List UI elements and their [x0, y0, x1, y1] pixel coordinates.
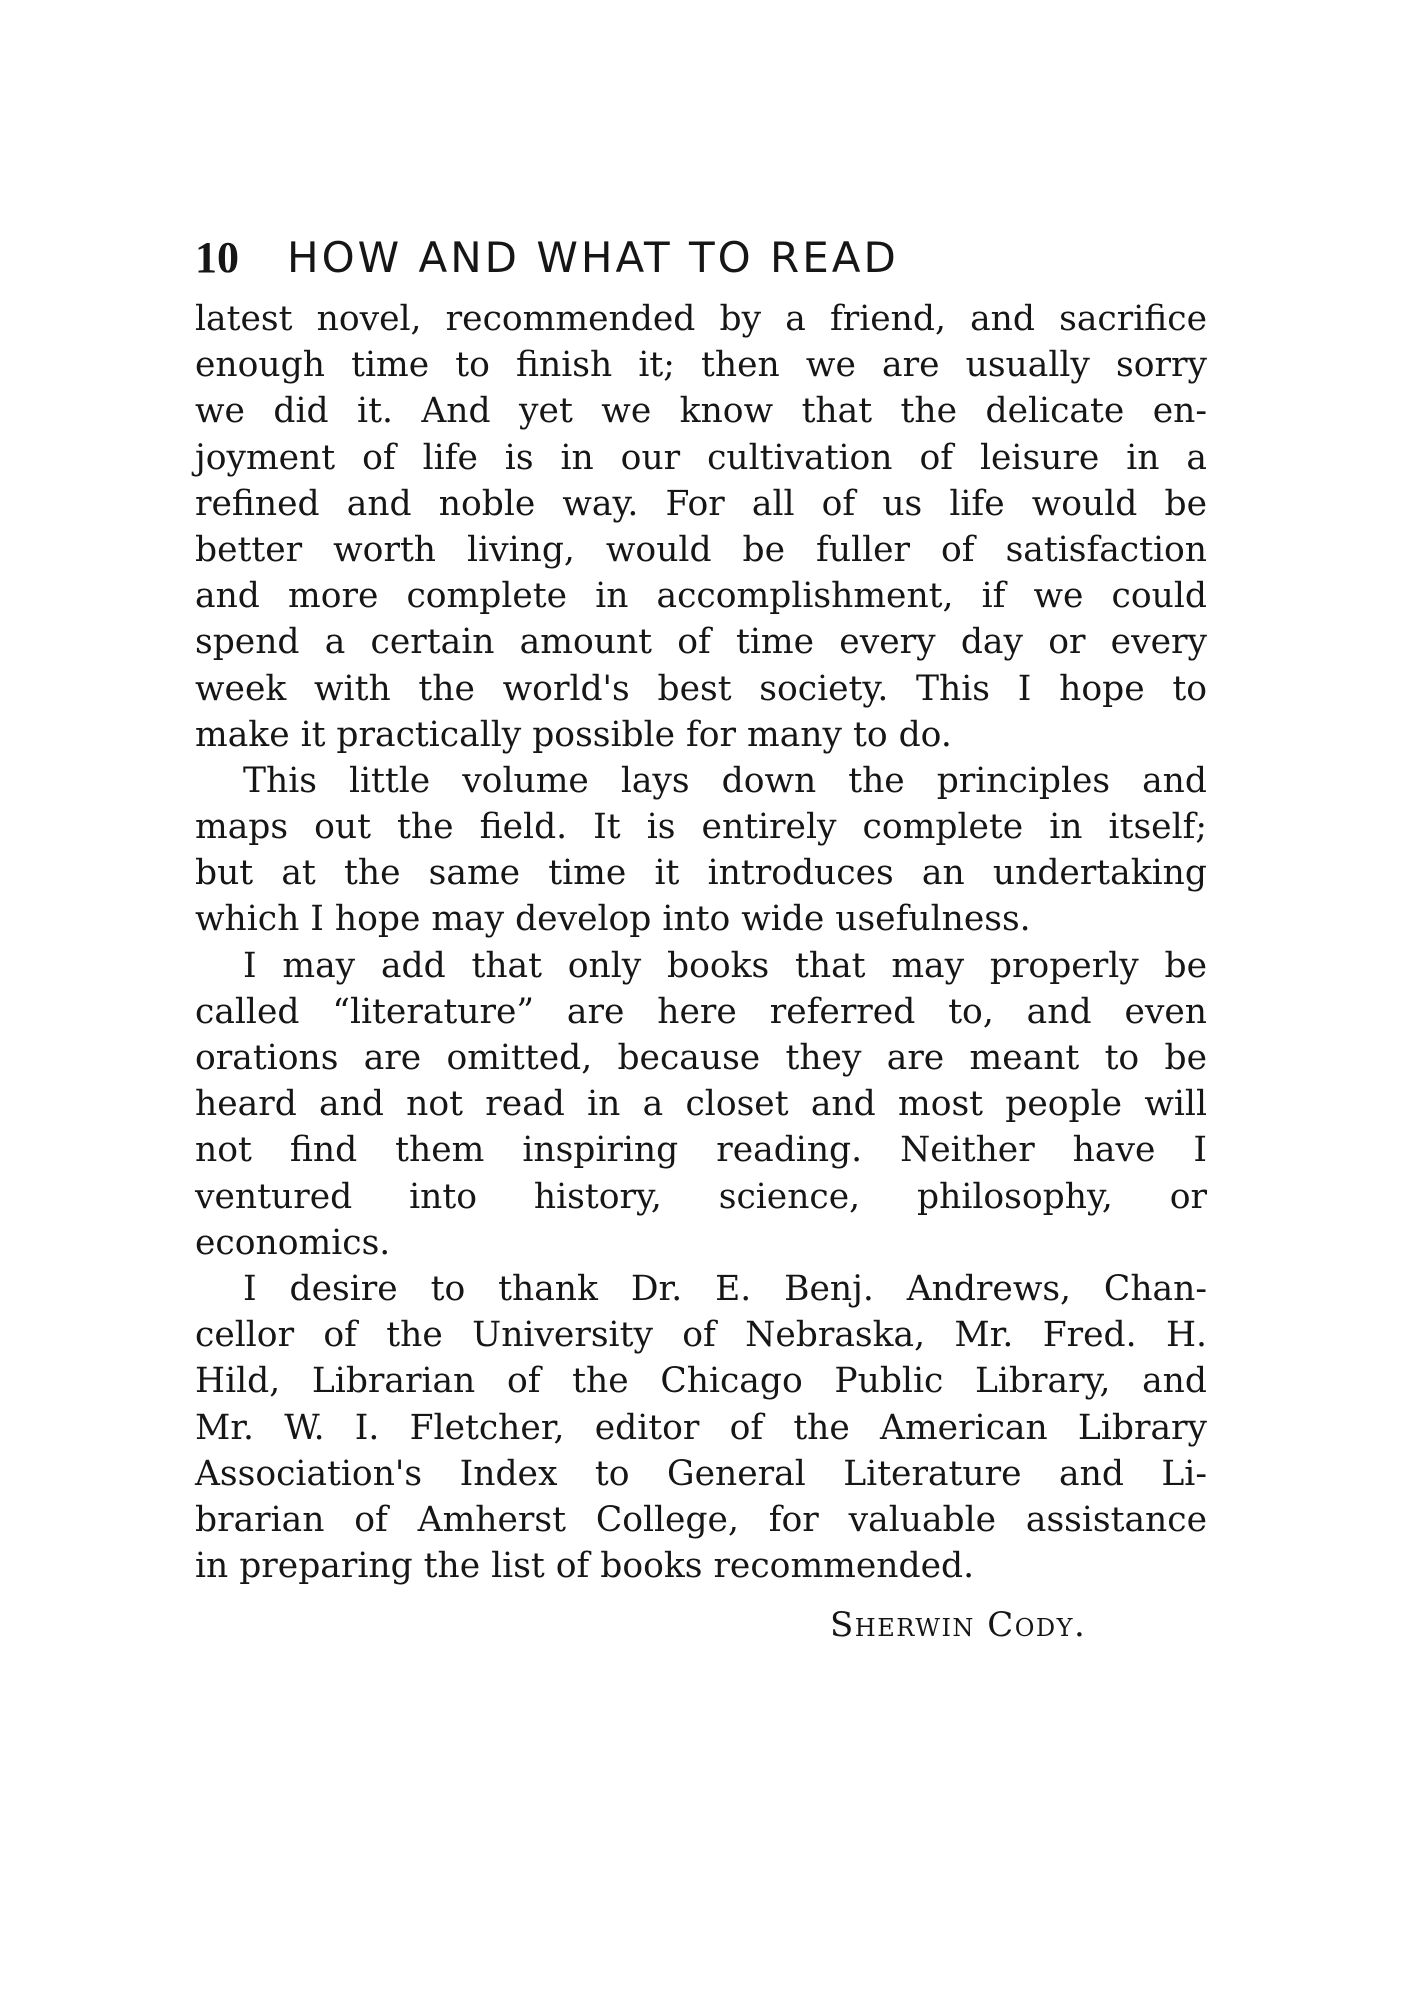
text-line: maps out the field. It is entirely complete in itself; — [195, 807, 1207, 848]
body-text — [195, 296, 1207, 1589]
text-line: but at the same time it introduces an undertaking — [195, 853, 1207, 894]
text-line: which I hope may develop into wide usefulness. — [195, 899, 1031, 940]
text-line: I desire to thank Dr. E. Benj. Andrews, Chan- — [243, 1268, 1207, 1309]
text-line: and more complete in accomplishment, if we could — [195, 576, 1207, 617]
text-line: heard and not read in a closet and most people will — [195, 1084, 1207, 1125]
text-line: This little volume lays down the principles and — [243, 760, 1207, 801]
author-signature: Sherwin Cody. — [830, 1605, 1087, 1645]
text-line: better worth living, would be fuller of satisfaction — [195, 529, 1207, 570]
text-line: enough time to finish it; then we are usually sorry — [195, 345, 1207, 386]
text-line: I may add that only books that may properly be — [243, 945, 1207, 986]
text-line: joyment of life is in our cultivation of leisure in a — [195, 437, 1207, 478]
text-line: cellor of the University of Nebraska, Mr. Fred. H. — [195, 1315, 1207, 1356]
text-line: Mr. W. I. Fletcher, editor of the American Library — [195, 1407, 1207, 1448]
text-line: refined and noble way. For all of us life would be — [195, 483, 1207, 524]
book-title: HOW AND WHAT TO READ — [287, 233, 899, 282]
text-line: in preparing the list of books recommended. — [195, 1546, 975, 1587]
text-line: Association's Index to General Literature and Li- — [195, 1453, 1207, 1494]
text-line: economics. — [195, 1222, 391, 1263]
text-line: week with the world's best society. This I hope to — [195, 668, 1207, 709]
text-line: orations are omitted, because they are meant to be — [195, 1038, 1207, 1078]
text-line: make it practically possible for many to do. — [195, 714, 952, 755]
text-line: brarian of Amherst College, for valuable assistance — [195, 1499, 1207, 1540]
page-number: 10 — [195, 233, 239, 282]
running-head — [195, 228, 1205, 288]
text-line: ventured into history, science, philosophy, or — [195, 1176, 1207, 1217]
text-line: called “literature” are here referred to, and even — [195, 991, 1207, 1032]
text-line: Hild, Librarian of the Chicago Public Library, and — [195, 1361, 1207, 1402]
text-line: we did it. And yet we know that the delicate en- — [195, 391, 1207, 432]
text-line: not find them inspiring reading. Neither have I — [195, 1130, 1207, 1171]
text-line: spend a certain amount of time every day or every — [195, 622, 1207, 663]
text-line: latest novel, recommended by a friend, and sacrifice — [195, 299, 1207, 339]
